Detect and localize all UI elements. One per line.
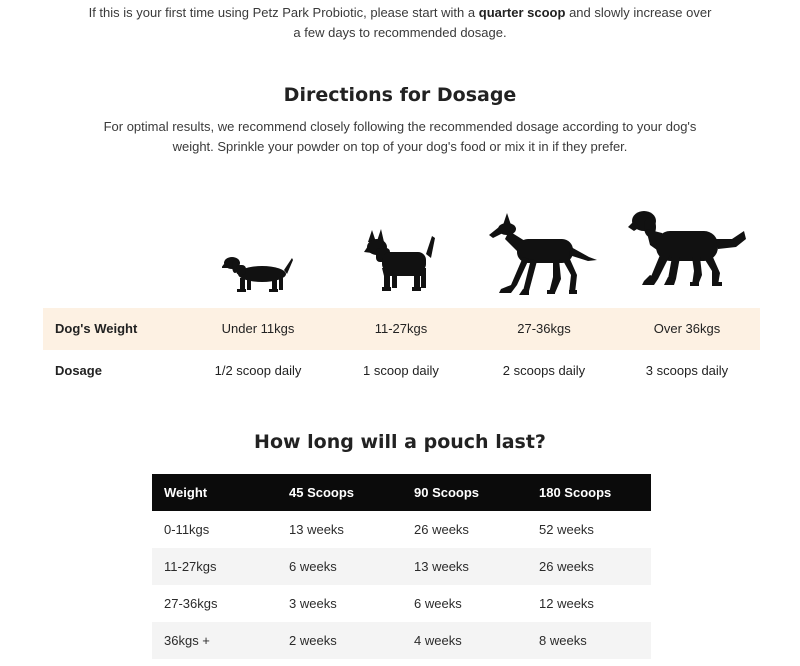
pouch-duration-table xyxy=(152,474,651,659)
intro-text xyxy=(0,3,800,43)
table-cell: 36kgs + xyxy=(164,633,210,648)
table-row xyxy=(152,622,651,659)
table-row xyxy=(152,511,651,548)
dosage-table xyxy=(43,308,760,392)
table-cell: 52 weeks xyxy=(539,522,594,537)
intro-text-part: and slowly increase over xyxy=(569,5,712,20)
table-cell: 11-27kgs xyxy=(164,559,217,574)
dosage-cell: 3 scoops daily xyxy=(645,363,729,378)
table-cell: 26 weeks xyxy=(414,522,469,537)
table-cell: 6 weeks xyxy=(289,559,337,574)
dosage-description-line-2: weight. Sprinkle your powder on top of your dog's food or mix it in if they prefer. xyxy=(172,139,628,154)
intro-line-2: a few days to recommended dosage. xyxy=(293,25,507,40)
dosage-row xyxy=(43,350,760,392)
table-cell: 3 weeks xyxy=(289,596,337,611)
terrier-silhouette-icon xyxy=(364,228,438,292)
dosage-cell: 1/2 scoop daily xyxy=(214,363,302,378)
dosage-description xyxy=(0,117,800,157)
table-header-cell: Weight xyxy=(164,485,208,500)
table-header-cell: 90 Scoops xyxy=(414,485,480,500)
table-cell: 8 weeks xyxy=(539,633,587,648)
dosage-description-line-1: For optimal results, we recommend closely following the recommended dosage according to your dog's xyxy=(103,119,697,134)
table-cell: 26 weeks xyxy=(539,559,594,574)
table-cell: 27-36kgs xyxy=(164,596,218,611)
weight-cell: Over 36kgs xyxy=(653,321,721,336)
dosage-label: Dosage xyxy=(55,363,102,378)
intro-text-part: If this is your first time using Petz Park Probiotic, please start with a xyxy=(88,5,476,20)
table-header-cell: 180 Scoops xyxy=(539,485,612,500)
table-header-row xyxy=(152,474,651,511)
weight-cell: 11-27kgs xyxy=(374,321,428,336)
table-cell: 4 weeks xyxy=(414,633,462,648)
table-cell: 13 weeks xyxy=(414,559,469,574)
table-cell: 13 weeks xyxy=(289,522,344,537)
intro-bold-text: quarter scoop xyxy=(478,5,566,20)
dosage-cell: 2 scoops daily xyxy=(502,363,586,378)
weight-cell: Under 11kgs xyxy=(221,321,295,336)
weight-cell: 27-36kgs xyxy=(517,321,571,336)
table-header-cell: 45 Scoops xyxy=(289,485,355,500)
dosage-cell: 1 scoop daily xyxy=(363,363,439,378)
retriever-silhouette-icon xyxy=(628,209,748,287)
table-cell: 6 weeks xyxy=(414,596,462,611)
table-row xyxy=(152,585,651,622)
dog-weight-row xyxy=(43,308,760,350)
dosage-heading: Directions for Dosage xyxy=(283,84,517,106)
table-cell: 0-11kgs xyxy=(164,522,210,537)
intro-line-1 xyxy=(0,3,800,23)
pouch-heading: How long will a pouch last? xyxy=(254,431,546,453)
dachshund-silhouette-icon xyxy=(222,252,294,294)
dog-weight-label: Dog's Weight xyxy=(55,321,138,336)
doberman-silhouette-icon xyxy=(489,213,601,295)
table-cell: 12 weeks xyxy=(539,596,594,611)
table-cell: 2 weeks xyxy=(289,633,337,648)
table-row xyxy=(152,548,651,585)
